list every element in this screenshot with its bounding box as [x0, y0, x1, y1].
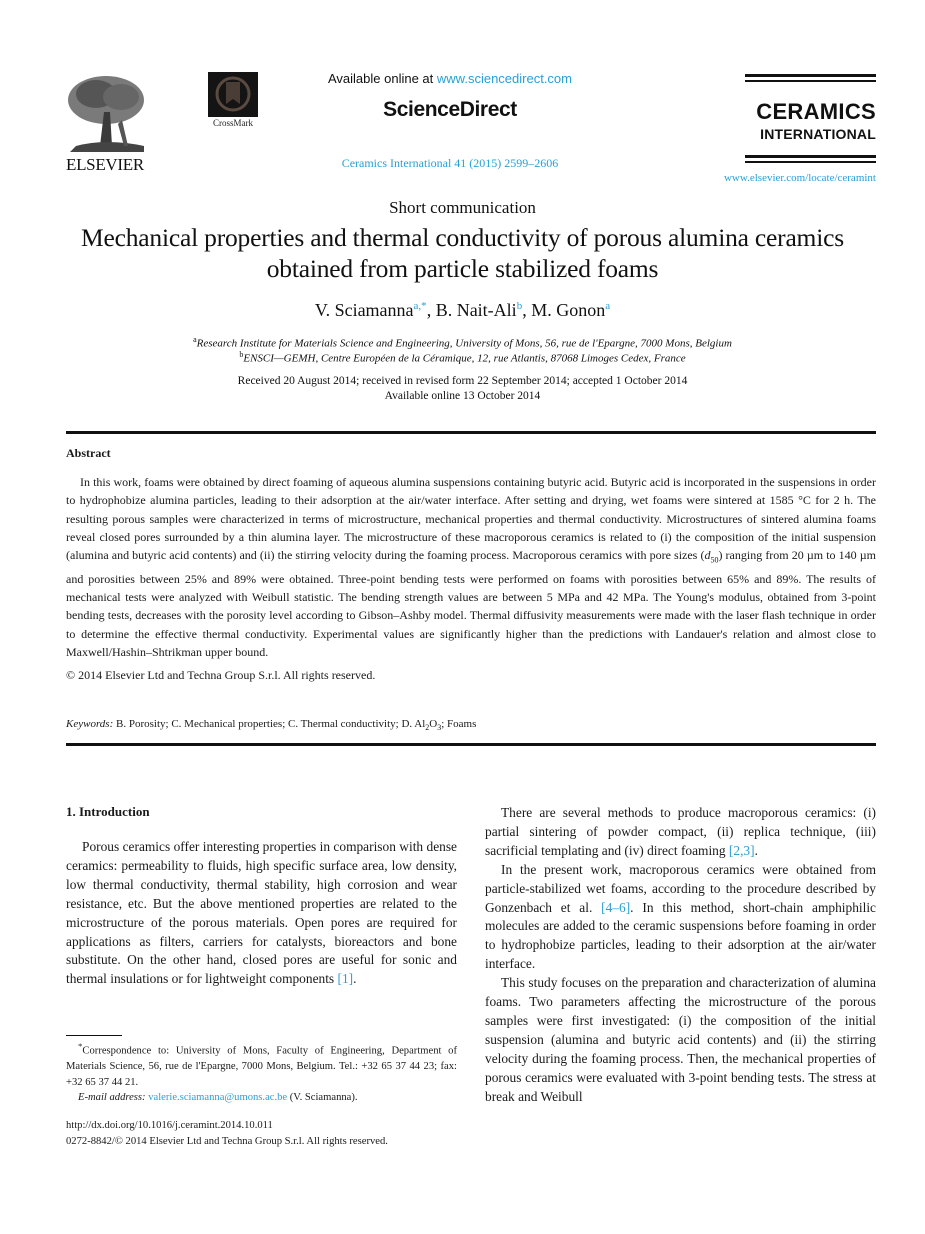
paragraph-text: There are several methods to produce macroporous ceramics: (i) partial sintering of powder compact, (ii) replica technique, (iii) sacrificial templating and (iv) direct foaming [485, 805, 876, 858]
section-heading-introduction: 1. Introduction [66, 804, 150, 819]
author-name[interactable]: B. Nait-Ali [435, 300, 517, 320]
email-label: E-mail address: [78, 1092, 146, 1104]
keywords-text: B. Porosity; C. Mechanical properties; C. Thermal conductivity; D. Al [113, 718, 426, 730]
email-owner: (V. Sciamanna). [287, 1092, 358, 1104]
author-affiliation-mark[interactable]: a,* [413, 300, 427, 312]
footnote-rule [66, 1035, 122, 1036]
footnote-mark: * [78, 1041, 83, 1051]
keywords-label: Keywords: [66, 718, 114, 730]
journal-logo-top-rules [745, 74, 876, 85]
author-name[interactable]: M. Gonon [531, 300, 606, 320]
paragraph-text: . In this method, short-chain amphiphilic molecules are added to the ceramic suspensions before foaming in order to hydrophobize particles, leading to their adsorption at the air/water interface. [485, 899, 876, 972]
abstract-text-part: In this work, foams were obtained by direct foaming of aqueous alumina suspensions containing butyric acid. Butyric acid is incorporated in the suspensions in order to hydrophobize alumina particles, leading to their adsorption at the air/water interface. After setting and drying, wet foams were sintered at 1585 °C for 2 h. The resulting porous samples were characterized in terms of microstructure, mechanical properties and thermal conductivity. Microstructures of sintered alumina foams reveal closed pores surrounded by a thin alumina layer. The microstructure of these macroporous ceramics is related to (i) the composition of the initial suspension (alumina and butyric acid contents) and (ii) the stirring velocity during the foaming process. Macroporous ceramics with pore sizes ( [66, 475, 876, 563]
journal-logo-bottom-rules [745, 155, 876, 166]
affiliation-mark: a [193, 335, 197, 344]
paragraph-text: Porous ceramics offer interesting properties in comparison with dense ceramics: permeability to fluids, high specific surface area, low density, low thermal conductivity, thermal stability, high corrosion and wear resistance, etc. But the above mentioned properties are related to the microstructure of the porous materials. Open pores are required for applications as filters, carriers for catalysts, bioreactors and bone substitute. On the other hand, closed pores are useful for sonic and thermal insulations or for lightweight components [66, 839, 457, 987]
citation-link[interactable]: [4–6] [601, 899, 631, 915]
crossmark-badge[interactable] [207, 72, 259, 130]
citation-link[interactable]: [2,3] [728, 842, 755, 858]
doi-block [66, 1118, 388, 1149]
pore-size-symbol: d [704, 548, 711, 563]
paragraph: Porous ceramics offer interesting properties in comparison with dense ceramics: permeability to fluids, high specific surface area, low density, low thermal conductivity, thermal stability, high corrosion and wear resistance, etc. But the above mentioned properties are related to the microstructure of the porous materials. Open pores are required for applications as filters, carriers for catalysts, bioreactors and bone substitute. On the other hand, closed pores are useful for sonic and thermal insulations or for lightweight components [1]. [66, 839, 457, 987]
rule-divider [745, 155, 876, 158]
journal-logo-name: CERAMICS [756, 99, 876, 124]
author-affiliation-mark[interactable]: a [605, 300, 611, 312]
keywords-text: O [429, 718, 438, 730]
available-prefix: Available online at [327, 71, 437, 86]
available-online-line [300, 71, 600, 86]
abstract-text [66, 473, 876, 661]
doi-link[interactable]: http://dx.doi.org/10.1016/j.ceramint.2014.10.011 [66, 1120, 273, 1131]
abstract-heading: Abstract [66, 446, 111, 460]
affiliation-text: Research Institute for Materials Science and Engineering, University of Mons, 56, rue de l'Epargne, 7000 Mons, Belgium [196, 337, 732, 350]
issn-copyright: 0272-8842/© 2014 Elsevier Ltd and Techna Group S.r.l. All rights reserved. [66, 1135, 388, 1147]
journal-logo-subname: INTERNATIONAL [760, 126, 876, 142]
author-name[interactable]: V. Sciamanna [314, 300, 414, 320]
journal-homepage-link[interactable]: www.elsevier.com/locate/ceramint [723, 172, 876, 184]
paragraph [485, 861, 876, 974]
rule-divider [745, 161, 876, 163]
rule-divider [745, 74, 876, 77]
formula-subscript: 3 [437, 723, 442, 733]
paragraph: There are several methods to produce macroporous ceramics: (i) partial sintering of powder compact, (ii) replica technique, (iii) sacrificial templating and (iv) direct foaming [2,3]. [485, 805, 876, 858]
sciencedirect-logo[interactable]: ScienceDirect [383, 98, 517, 121]
abstract-text-part: ) ranging from 20 µm to 140 µm and porosities between 25% and 89% were obtained. Three-point bending tests were performed on foams with porosities between 65% and 89%. The results of mechanical tests were analyzed with Weibull statistic. The bending strength values are between 5 MPa and 42 MPa. The Young's modulus, obtained from 3-point bending tests, decreases with the porosity level according to Gibson–Ashby model. Thermal diffusivity measurements were made with the laser flash technique in order to determine the effective thermal conductivity. Experimental values are significantly higher than the predictions with Landauer's relation and almost close to Maxwell/Hashin–Shtrikman upper bound. [66, 548, 876, 660]
paragraph-text: In the present work, macroporous ceramics were obtained from particle-stabilized wet foams, according to the procedure described by Gonzenbach et al. [485, 861, 876, 915]
keywords-bottom-rule [66, 743, 876, 746]
affiliation-a [0, 335, 925, 350]
elsevier-tree-icon [66, 72, 148, 152]
paragraph: This study focuses on the preparation and characterization of alumina foams. Two parameters affecting the microstructure of the porous samples were first investigated: (i) the composition of the initial suspension (alumina and butyric acid contents) and (ii) the stirring velocity during the foaming process. Then, the mechanical properties of porous ceramics were evaluated with 3-point bending tests. The stress at break and Weibull [485, 975, 876, 1104]
pore-size-subscript: 50 [710, 555, 719, 565]
elsevier-wordmark: ELSEVIER [66, 155, 144, 174]
sciencedirect-link[interactable]: www.sciencedirect.com [436, 71, 572, 86]
abstract-copyright: © 2014 Elsevier Ltd and Techna Group S.r.l. All rights reserved. [66, 668, 376, 682]
left-column [66, 838, 457, 989]
affiliation-text: ENSCI—GEMH, Centre Européen de la Céramique, 12, rue Atlantis, 87068 Limoges Cedex, France [243, 352, 686, 365]
correspondence-text [66, 1039, 457, 1090]
citation-link[interactable]: [1] [337, 971, 354, 987]
email-link[interactable]: valerie.sciamanna@umons.ac.be [148, 1092, 288, 1104]
received-dates: Received 20 August 2014; received in revised form 22 September 2014; accepted 1 October 2014 [237, 375, 688, 387]
right-column [485, 804, 876, 1107]
elsevier-logo[interactable] [66, 72, 152, 174]
available-online-date: Available online 13 October 2014 [384, 390, 541, 402]
affiliation-b [0, 350, 925, 365]
author-list: V. Sciamanna$^{a,*}$, B. Nait-Ali$^b$, M. Gonon$^a$ [314, 300, 611, 320]
keywords-text: ; Foams [441, 718, 477, 730]
correspondence-footnote [66, 1039, 457, 1106]
email-line [66, 1090, 457, 1106]
crossmark-label: CrossMark [213, 118, 253, 128]
affiliation-mark: b [239, 350, 244, 359]
journal-citation-link[interactable]: Ceramics International 41 (2015) 2599–2606 [341, 156, 559, 170]
correspondence-address: Correspondence to: University of Mons, Faculty of Engineering, Department of Materials Science, 56, rue de l'Epargne, 7000 Mons, Belgium. Tel.: +32 65 37 44 23; fax: +32 65 37 44 21. [66, 1045, 457, 1088]
keywords [66, 718, 476, 732]
rule-divider [745, 80, 876, 82]
article-type: Short communication [389, 198, 536, 217]
abstract-top-rule [66, 431, 876, 434]
formula-subscript: 2 [425, 723, 430, 733]
article-title: Mechanical properties and thermal conductivity of porous alumina ceramics obtained from particle stabilized foams [81, 223, 844, 283]
crossmark-icon [208, 72, 258, 117]
author-affiliation-mark[interactable]: b [516, 300, 523, 312]
